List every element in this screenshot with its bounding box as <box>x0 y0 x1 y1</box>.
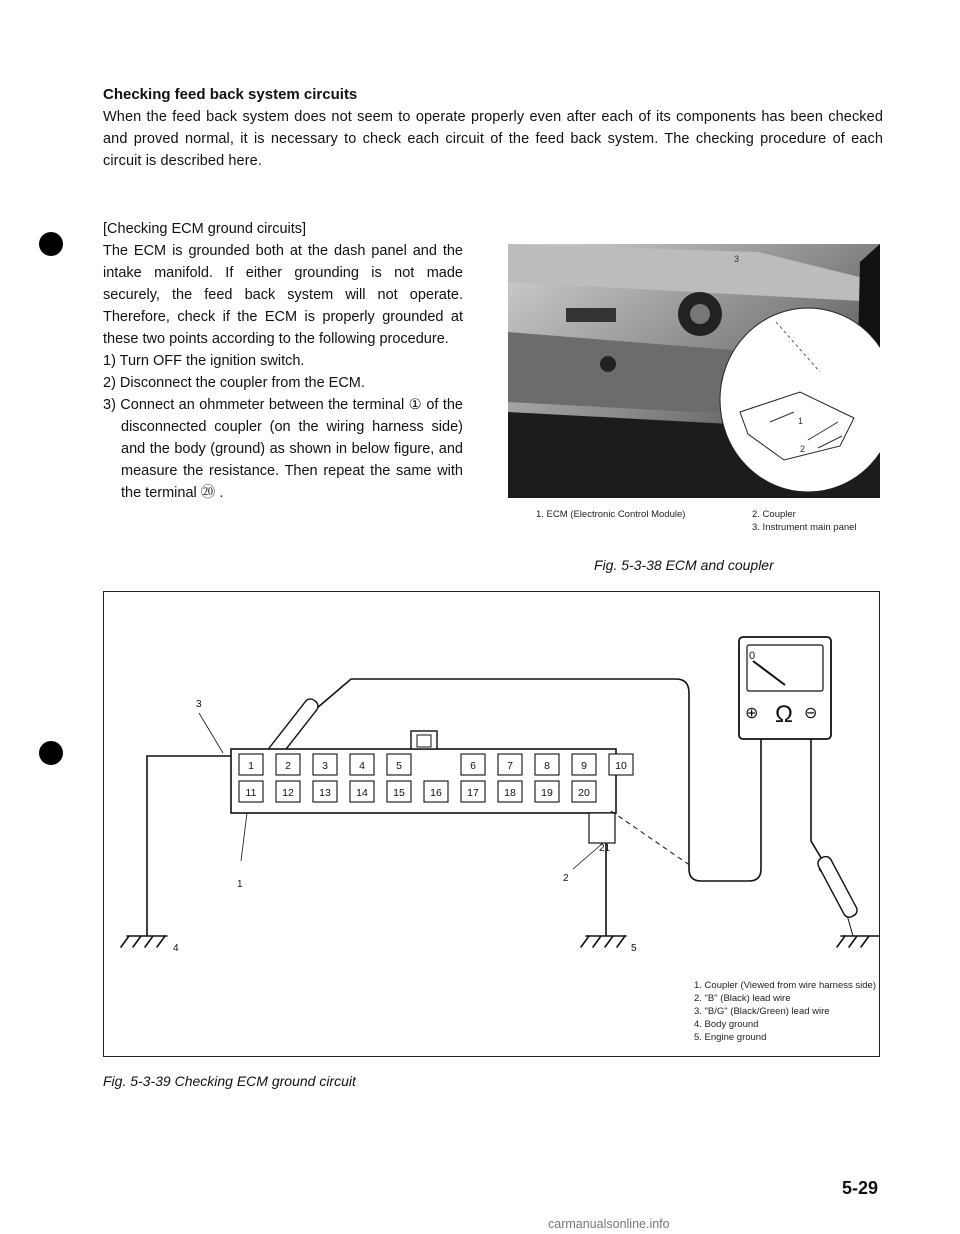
terminal-21-label: 21 <box>599 843 611 854</box>
ecm-photo-drawing <box>508 222 880 498</box>
terminal-label-3: 3 <box>322 760 328 772</box>
binder-hole-top <box>39 232 63 256</box>
terminal-label-18: 18 <box>504 787 516 799</box>
body-ground-wire <box>147 756 241 936</box>
plus-terminal: ⊕ <box>745 705 759 722</box>
ecm-photo-callout-2: 2 <box>800 444 806 454</box>
terminal-label-20: 20 <box>578 787 590 799</box>
fig39-legend-2: 2. "B" (Black) lead wire <box>694 993 791 1004</box>
fig38-caption: Fig. 5-3-38 ECM and coupler <box>594 557 774 573</box>
fig39-legend <box>694 979 876 1044</box>
terminal-label-12: 12 <box>282 787 294 799</box>
terminal-label-14: 14 <box>356 787 368 799</box>
step-2: 2) Disconnect the coupler from the ECM. <box>103 375 365 391</box>
terminal-label-13: 13 <box>319 787 331 799</box>
terminal-label-5: 5 <box>396 760 402 772</box>
intro-paragraph: When the feed back system does not seem to operate properly even after each of its components has been checked and proved normal, it is necessary to check each circuit of the feed back system. The checking procedure of each circuit is described here. <box>103 109 883 169</box>
fig39-legend-3: 3. "B/G" (Black/Green) lead wire <box>694 1006 830 1017</box>
callout-3: 3 <box>196 699 202 710</box>
callout-5: 5 <box>631 943 637 954</box>
terminal-label-8: 8 <box>544 760 550 772</box>
ohm-symbol: Ω <box>775 701 793 728</box>
terminal-label-11: 11 <box>245 787 257 799</box>
terminal-label-16: 16 <box>430 787 442 799</box>
terminal-label-10: 10 <box>615 760 627 772</box>
fig39-legend-1: 1. Coupler (Viewed from wire harness side) <box>694 980 876 991</box>
callout-4: 4 <box>173 943 179 954</box>
page-number: 5-29 <box>842 1178 879 1198</box>
fig39-legend-4: 4. Body ground <box>694 1019 759 1030</box>
step-3: 3) Connect an ohmmeter between the terminal ① of the disconnected coupler (on the wiring harness side) and the body (ground) as shown in below figure, and measure the resistance. Then repeat the same with the terminal ⑳ . <box>103 397 463 501</box>
terminal-label-6: 6 <box>470 760 476 772</box>
step-1: 1) Turn OFF the ignition switch. <box>103 353 305 369</box>
callout-1: 1 <box>237 879 243 890</box>
binder-hole-bottom <box>39 741 63 765</box>
callout-2: 2 <box>563 873 569 884</box>
terminal-label-19: 19 <box>541 787 553 799</box>
ecm-photo <box>508 222 880 498</box>
ecm-photo-callout-1: 1 <box>798 416 804 426</box>
terminal-label-17: 17 <box>467 787 479 799</box>
fig39-legend-5: 5. Engine ground <box>694 1032 767 1043</box>
fig38-legend-1: 1. ECM (Electronic Control Module) <box>536 509 686 520</box>
ecm-section-body: The ECM is grounded both at the dash panel and the intake manifold. If either grounding is not made securely, the feed back system will not operate. Therefore, check if the ECM is properly grounded at these two points according to the following procedure. <box>103 243 463 347</box>
ohmmeter-zero: 0 <box>749 650 756 662</box>
ecm-photo-callout-3: 3 <box>734 254 740 264</box>
terminal-label-4: 4 <box>359 760 365 772</box>
terminal-label-7: 7 <box>507 760 513 772</box>
fig38-legend-2: 2. Coupler <box>752 509 796 520</box>
fig38-legend-3: 3. Instrument main panel <box>752 522 857 533</box>
terminal-label-1: 1 <box>248 760 254 772</box>
fig39-caption: Fig. 5-3-39 Checking ECM ground circuit <box>103 1073 356 1089</box>
terminal-label-15: 15 <box>393 787 405 799</box>
minus-terminal: ⊖ <box>804 705 818 722</box>
section-heading: Checking feed back system circuits <box>103 86 358 103</box>
ecm-section-heading: [Checking ECM ground circuits] <box>103 221 307 237</box>
ecm-ground-section <box>103 218 463 504</box>
terminal-label-9: 9 <box>581 760 587 772</box>
terminal-label-2: 2 <box>285 760 291 772</box>
watermark: carmanualsonline.info <box>548 1217 670 1231</box>
